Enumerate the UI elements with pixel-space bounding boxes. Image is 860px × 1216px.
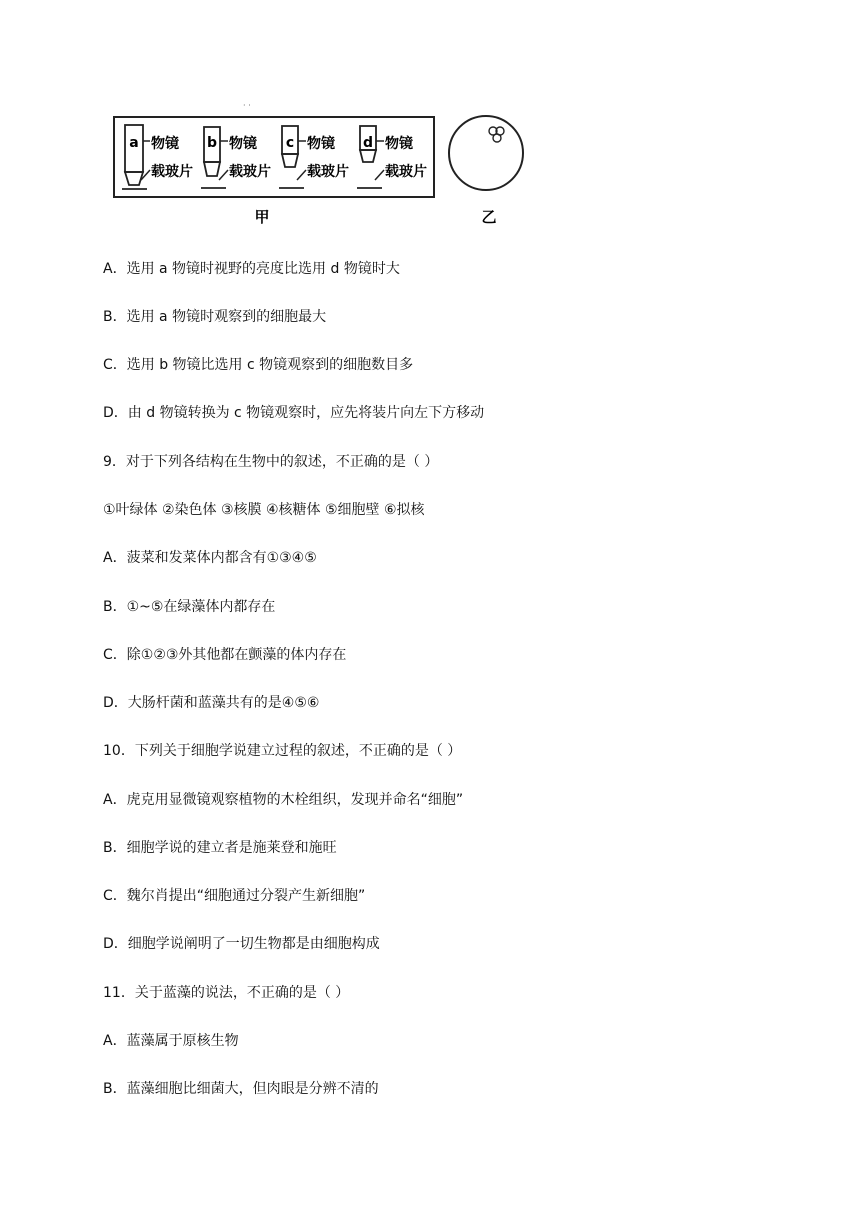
q9-stem: 9．对于下列各结构在生物中的叙述，不正确的是（ ） — [103, 454, 439, 470]
objective-b-letter: b — [206, 135, 218, 151]
objective-d-label: 物镜 — [385, 136, 413, 152]
objective-a-label: 物镜 — [151, 136, 179, 152]
q9-option-a: A．菠菜和发菜体内都含有①③④⑤ — [103, 550, 317, 566]
slide-d-label: 载玻片 — [385, 164, 427, 180]
objective-a — [122, 125, 193, 189]
q11-option-b: B．蓝藻细胞比细菌大，但肉眼是分辨不清的 — [103, 1081, 379, 1097]
slide-a-label: 载玻片 — [151, 164, 193, 180]
caption-yi: 乙 — [481, 208, 497, 226]
objective-d — [357, 126, 427, 188]
objective-d-letter: d — [362, 135, 374, 151]
q10-stem: 10．下列关于细胞学说建立过程的叙述，不正确的是（ ） — [103, 743, 462, 759]
objective-b — [201, 127, 271, 188]
slide-b-label: 载玻片 — [229, 164, 271, 180]
q9-option-b: B．①~⑤在绿藻体内都存在 — [103, 599, 276, 615]
objective-c — [279, 126, 349, 188]
field-of-view — [449, 116, 523, 190]
objectives-frame — [114, 117, 434, 197]
q9-option-c: C．除①②③外其他都在颤藻的体内存在 — [103, 647, 347, 663]
svg-text:· ·: · · — [243, 101, 251, 110]
objective-c-label: 物镜 — [307, 136, 335, 152]
objective-a-letter: a — [129, 135, 139, 151]
q10-option-c: C．魏尔肖提出“细胞通过分裂产生新细胞” — [103, 888, 366, 904]
slide-c-label: 载玻片 — [307, 164, 349, 180]
q9-structure-list: ①叶绿体 ②染色体 ③核膜 ④核糖体 ⑤细胞壁 ⑥拟核 — [103, 502, 425, 518]
q10-option-b: B．细胞学说的建立者是施莱登和施旺 — [103, 840, 337, 856]
q11-option-a: A．蓝藻属于原核生物 — [103, 1033, 239, 1049]
q9-option-d: D．大肠杆菌和蓝藻共有的是④⑤⑥ — [103, 695, 320, 711]
q10-option-a: A．虎克用显微镜观察植物的木栓组织，发现并命名“细胞” — [103, 792, 464, 808]
microscope-figure — [0, 0, 860, 235]
q8-option-a: A．选用 a 物镜时视野的亮度比选用 d 物镜时大 — [103, 261, 400, 277]
q11-stem: 11．关于蓝藻的说法，不正确的是（ ） — [103, 985, 350, 1001]
objective-b-label: 物镜 — [229, 136, 257, 152]
q8-option-d: D．由 d 物镜转换为 c 物镜观察时，应先将装片向左下方移动 — [103, 405, 485, 421]
caption-jia: 甲 — [254, 208, 270, 226]
q10-option-d: D．细胞学说阐明了一切生物都是由细胞构成 — [103, 936, 380, 952]
q8-option-b: B．选用 a 物镜时观察到的细胞最大 — [103, 309, 327, 325]
objective-c-letter: c — [285, 135, 295, 151]
cell — [493, 134, 501, 142]
q8-option-c: C．选用 b 物镜比选用 c 物镜观察到的细胞数目多 — [103, 357, 414, 373]
